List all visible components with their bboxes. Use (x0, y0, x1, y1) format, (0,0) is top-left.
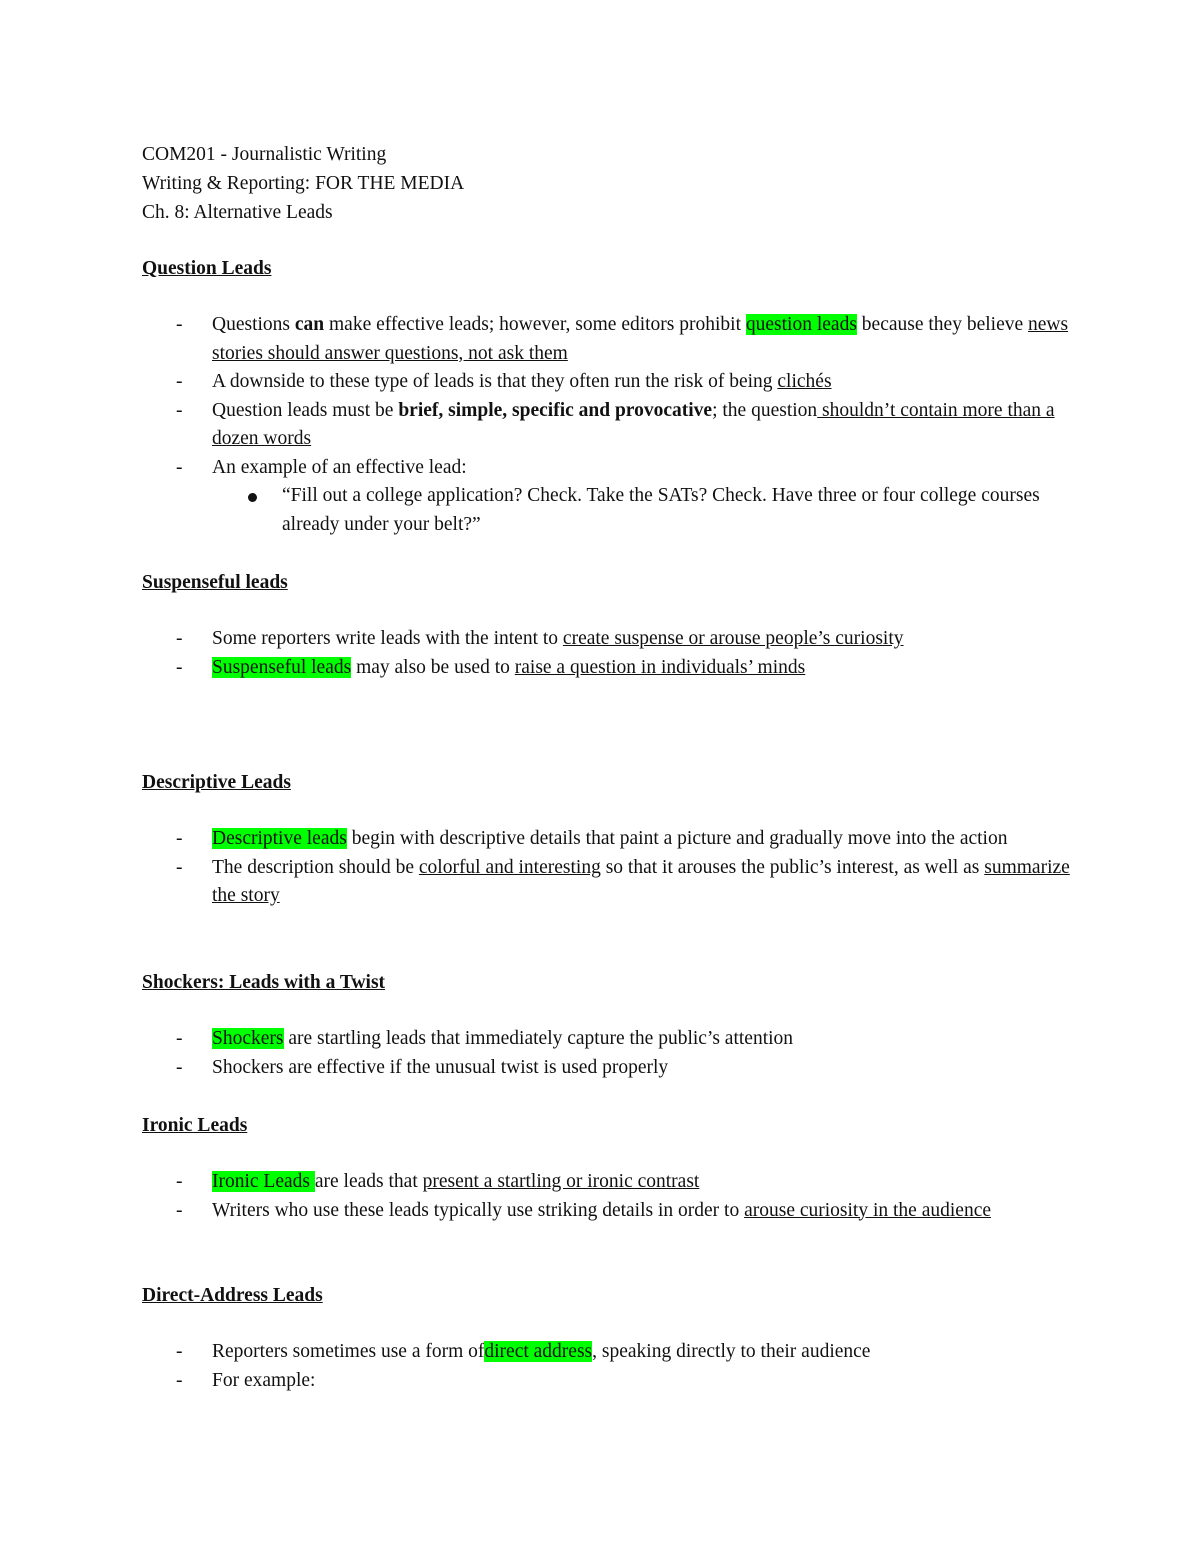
text: begin with descriptive details that paint a picture and gradually move into the action (346, 828, 1008, 849)
highlighted-term: Suspenseful leads (212, 656, 352, 678)
course-title: COM201 - Journalistic Writing (142, 144, 387, 165)
bullet-list (142, 1168, 1072, 1225)
text: may also be used to (351, 656, 515, 678)
text: because they believe (856, 314, 1029, 335)
section-heading: Descriptive Leads (142, 772, 291, 793)
book-title: Writing & Reporting: FOR THE MEDIA (142, 173, 465, 194)
chapter-title: Ch. 8: Alternative Leads (142, 202, 333, 223)
list-item (142, 397, 1072, 454)
section-heading: Ironic Leads (142, 1115, 248, 1136)
section-question-leads (142, 254, 1072, 539)
dash-bullet: - (176, 1369, 183, 1391)
dash-bullet: - (176, 314, 183, 335)
text: An example of an effective lead: (212, 456, 467, 478)
highlighted-term: Ironic Leads (212, 1171, 315, 1192)
underlined-text: present a startling or ironic contrast (422, 1171, 700, 1192)
underlined-text: summarize the story (212, 856, 1070, 906)
text: Reporters sometimes use a form of (212, 1341, 485, 1362)
dash-bullet: - (176, 628, 183, 649)
section-direct-address-leads (142, 1281, 1072, 1395)
underlined-text: shouldn’t contain more than a dozen words (212, 399, 1055, 449)
list-item (142, 654, 1072, 683)
underlined-text: raise a question in individuals’ minds (514, 656, 806, 678)
text: For example: (212, 1369, 316, 1391)
dash-bullet: - (176, 1199, 183, 1221)
text: Writers who use these leads typically use striking details in order to (212, 1199, 745, 1221)
underlined-text: arouse curiosity in the audience (744, 1199, 992, 1221)
section-heading: Suspenseful leads (142, 572, 288, 593)
bold-text: brief, simple, specific and provocative (398, 399, 713, 421)
bullet-list (142, 825, 1072, 911)
underlined-text: colorful and interesting (418, 856, 601, 878)
text: Some reporters write leads with the intent to (212, 628, 563, 649)
highlighted-term: direct address (484, 1341, 593, 1362)
bullet-list (142, 625, 1072, 682)
list-item (142, 1197, 1072, 1226)
underlined-text: news stories should answer questions, not ask them (212, 314, 1069, 364)
list-item (142, 825, 1072, 854)
list-item (142, 311, 1072, 368)
text: , speaking directly to their audience (592, 1341, 871, 1362)
section-suspenseful-leads (142, 568, 1072, 682)
text: A downside to these type of leads is that they often run the risk of being (212, 371, 778, 392)
example-quote: “Fill out a college application? Check. Take the SATs? Check. Have three or four college courses already under your belt?” (282, 485, 1040, 535)
list-item (142, 1054, 1072, 1083)
dash-bullet: - (176, 1056, 183, 1078)
text: are startling leads that immediately capture the public’s attention (283, 1028, 794, 1049)
list-item (142, 454, 1072, 483)
list-item (142, 854, 1072, 911)
dash-bullet: - (176, 1028, 183, 1049)
dash-bullet: - (176, 1171, 183, 1192)
list-item (142, 1168, 1072, 1197)
section-descriptive-leads (142, 768, 1072, 911)
underlined-text: clichés (777, 371, 832, 392)
text: are leads that (314, 1171, 423, 1192)
underlined-text: create suspense or arouse people’s curiosity (562, 628, 904, 649)
section-heading: Shockers: Leads with a Twist (142, 972, 386, 993)
dash-bullet: - (176, 1341, 183, 1362)
dash-bullet: - (176, 399, 183, 421)
text: Shockers are effective if the unusual twist is used properly (212, 1056, 669, 1078)
bold-text: can (294, 314, 325, 335)
highlighted-term: question leads (745, 314, 857, 335)
section-heading: Direct-Address Leads (142, 1285, 323, 1306)
dash-bullet: - (176, 456, 183, 478)
text: Question leads must be (212, 399, 399, 421)
text: Questions (212, 314, 295, 335)
dot-bullet-icon (248, 493, 257, 502)
document-header (142, 140, 1072, 227)
bullet-list (142, 311, 1072, 482)
dash-bullet: - (176, 856, 183, 878)
section-shockers (142, 968, 1072, 1082)
dash-bullet: - (176, 828, 183, 849)
sub-bullet-list (212, 482, 1072, 539)
bullet-list (142, 1338, 1072, 1395)
list-item (212, 482, 1072, 539)
section-heading: Question Leads (142, 258, 272, 279)
highlighted-term: Shockers (212, 1028, 284, 1049)
highlighted-term: Descriptive leads (212, 828, 347, 849)
dash-bullet: - (176, 656, 183, 678)
bullet-list (142, 1025, 1072, 1082)
text: make effective leads; however, some editors prohibit (324, 314, 746, 335)
list-item (142, 1025, 1072, 1054)
list-item (142, 625, 1072, 654)
list-item (142, 368, 1072, 397)
text: so that it arouses the public’s interest, as well as (600, 856, 985, 878)
list-item (142, 1338, 1072, 1367)
section-ironic-leads (142, 1111, 1072, 1225)
dash-bullet: - (176, 371, 183, 392)
text: The description should be (212, 856, 419, 878)
text: ; the question (712, 399, 818, 421)
list-item (142, 1367, 1072, 1396)
